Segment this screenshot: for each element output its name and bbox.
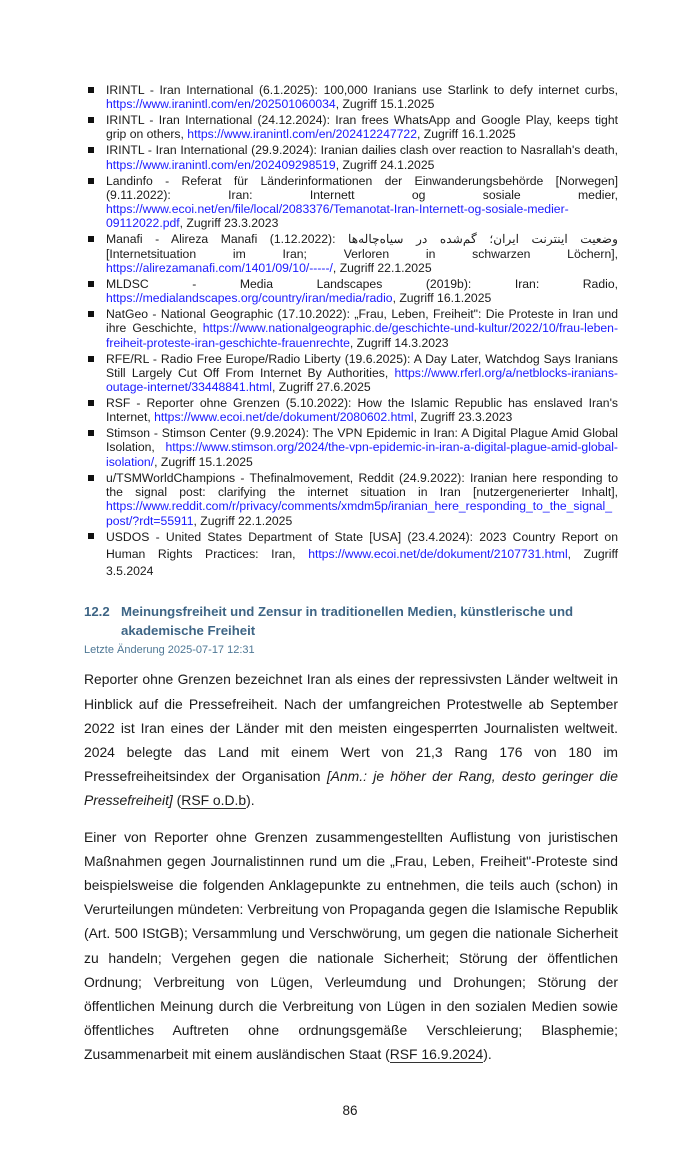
reference-text: IRINTL - Iran International (29.9.2024): Iranian dailies clash over reaction to Nasrallah's death, [106,143,618,158]
reference-link[interactable]: https://www.stimson.org/2024/the-vpn-epidemic-in-iran-a-digital-plague-amid-global-isolation/ [106,440,618,469]
reference-link[interactable]: https://www.nationalgeographic.de/geschichte-und-kultur/2022/10/frau-leben-freiheit-proteste-iran-geschichte-frauenrechte [106,321,618,350]
reference-text: IRINTL - Iran International (24.12.2024): Iran frees WhatsApp and Google Play, keeps tight grip on others, [106,113,618,142]
citation-link[interactable]: RSF o.D.b [181,792,247,809]
reference-link[interactable]: https://www.iranintl.com/en/202409298519 [106,157,336,172]
paragraph-text: ). [246,792,255,809]
section-heading [84,602,618,640]
page-number: 86 [342,1102,358,1118]
reference-item [88,232,618,275]
bullet-icon [88,87,94,93]
reference-item [88,426,618,469]
access-date: , Zugriff 23.3.2023 [179,216,279,231]
reference-link[interactable]: https://www.iranintl.com/en/202501060034 [106,97,336,112]
reference-link[interactable]: https://www.ecoi.net/de/dokument/2107731.html [308,547,568,562]
bullet-icon [88,236,94,242]
reference-text: Stimson - Stimson Center (9.9.2024): The VPN Epidemic in Iran: A Digital Plague Amid Global Isolation, [106,426,618,455]
paragraph-text: ). [483,1046,492,1063]
access-date: , Zugriff 23.3.2023 [413,410,513,425]
paragraph-text: ( [172,792,182,809]
reference-item [88,529,618,580]
bullet-icon [88,281,94,287]
reference-link[interactable]: https://medialandscapes.org/country/iran/media/radio [106,291,393,306]
reference-item [88,83,618,112]
reference-text: MLDSC - Media Landscapes (2019b): Iran: Radio, [106,276,618,291]
paragraph [84,667,618,812]
reference-link[interactable]: https://www.iranintl.com/en/202412247722 [187,127,417,142]
reference-link[interactable]: https://www.rferl.org/a/netblocks-iranians-outage-internet/33448841.html [106,365,618,395]
reference-text: [Internetsituation im Iran; Verloren in schwarzen Löchern], [106,246,618,261]
bullet-icon [88,311,94,317]
reference-text: RFE/RL - Radio Free Europe/Radio Liberty (19.6.2025): A Day Later, Watchdog Says Iranians Still Largely Cut Off From Internet By Authorities, [106,351,618,380]
bullet-icon [88,430,94,436]
reference-text: USDOS - United States Department of State [USA] (23.4.2024): 2023 Country Report on Human Rights Practices: Iran, [106,530,618,562]
citation-link[interactable]: RSF 16.9.2024 [389,1046,484,1063]
reference-list [88,83,618,580]
access-date: , Zugriff 22.1.2025 [332,260,432,275]
paragraph [84,825,618,1067]
access-date: , Zugriff 14.3.2023 [349,335,449,350]
reference-item [88,396,618,425]
access-date: , Zugriff 3.5.2024 [106,547,618,579]
last-changed: Letzte Änderung 2025-07-17 12:31 [84,644,255,657]
reference-link[interactable]: https://www.ecoi.net/en/file/local/2083376/Temanotat-Iran-Internett-og-sosiale-medier-09112022.pdf [106,202,569,231]
bullet-icon [88,147,94,153]
bullet-icon [88,533,94,539]
paragraph-text: ( [381,1046,390,1063]
reference-link[interactable]: https://www.ecoi.net/de/dokument/2080602.html [154,410,414,425]
access-date: , Zugriff 22.1.2025 [193,513,293,528]
reference-item [88,143,618,172]
persian-title: وضعیت اینترنت ایران؛ گم‌شده در سیاه‌چاله‌ها [348,232,619,247]
reference-text: Landinfo - Referat für Länderinformationen der Einwanderungsbehörde [Norwegen] (9.11.2022): Iran: Internett og sosiale medier, [106,173,618,202]
paragraph-text: Reporter ohne Grenzen bezeichnet Iran als eines der repressivsten Länder weltweit in Hinblick auf die Pressefreiheit. Nach der umfangreichen Protestwelle ab September 2022 ist Iran eines der Länder mit den meisten eingesperrten Journalisten weltweit. 2024 belegte das Land mit einem Wert von 21,3 Rang 176 von 180 im Pressefreiheitsindex der Organisation [84,671,618,785]
access-date: , Zugriff 16.1.2025 [416,127,516,142]
reference-item [88,277,618,306]
section-title: Meinungsfreiheit und Zensur in traditionellen Medien, künstlerische und akademische Freiheit [121,604,574,639]
reference-text: RSF - Reporter ohne Grenzen (5.10.2022): How the Islamic Republic has enslaved Iran's Internet, [106,395,618,425]
bullet-icon [88,178,94,184]
reference-item [88,307,618,350]
reference-link[interactable]: https://www.reddit.com/r/privacy/comments/xmdm5p/iranian_here_responding_to_the_signal_post/?rdt=55911 [106,499,613,528]
reference-link[interactable]: https://alirezamanafi.com/1401/09/10/-----/ [106,260,333,275]
bullet-icon [88,117,94,123]
paragraph-text: Einer von Reporter ohne Grenzen zusammengestellten Auflistung von juristischen Maßnahmen gegen Journalistinnen rund um die „Frau, Leben, Freiheit"-Proteste sind beispielsweise die folgenden Anklagepunkte zu entnehmen, die teils auch (schon) in Verurteilungen mündeten: Verbreitung von Propaganda gegen die Islamische Republik (Art. 500 IStGB); Versammlung und Verschwörung, um gegen die nationale Sicherheit zu handeln; Vergehen gegen die nationale Sicherheit; Störung der öffentlichen Ordnung; Verbreitung von Lügen, Verleumdung und Drohungen; Störung der öffentlichen Meinung durch die Verbreitung von Lügen in den sozialen Medien sowie öffentliches Auftreten ohne ordnungsgemäße Verschleierung; Blasphemie; Zusammenarbeit mit einem ausländischen Staat [84,828,618,1063]
reference-item [88,471,618,528]
reference-text: Manafi - Alireza Manafi (1.12.2022): [106,232,348,247]
access-date: , Zugriff 15.1.2025 [154,454,253,469]
access-date: , Zugriff 24.1.2025 [335,157,435,172]
access-date: , Zugriff 27.6.2025 [272,380,371,395]
reference-text: IRINTL - Iran International (6.1.2025): 100,000 Iranians use Starlink to defy internet curbs, [106,83,618,97]
section-number: 12.2 [84,604,110,620]
reference-item [88,174,618,231]
reference-text: NatGeo - National Geographic (17.10.2022): „Frau, Leben, Freiheit": Die Proteste in Iran und ihre Geschichte, [106,307,618,336]
access-date: , Zugriff 15.1.2025 [335,97,435,112]
bullet-icon [88,475,94,481]
reference-text: u/TSMWorldChampions - Thefinalmovement, Reddit (24.9.2022): Iranian here responding to the signal post: clarifying the internet situation in Iran [nutzergenerierter Inhalt], [106,470,618,499]
annotation-italic: [Anm.: je höher der Rang, desto geringer die Pressefreiheit] [84,768,618,809]
access-date: , Zugriff 16.1.2025 [392,291,492,306]
bullet-icon [88,400,94,406]
reference-item [88,352,618,395]
reference-item [88,113,618,142]
bullet-icon [88,356,94,362]
